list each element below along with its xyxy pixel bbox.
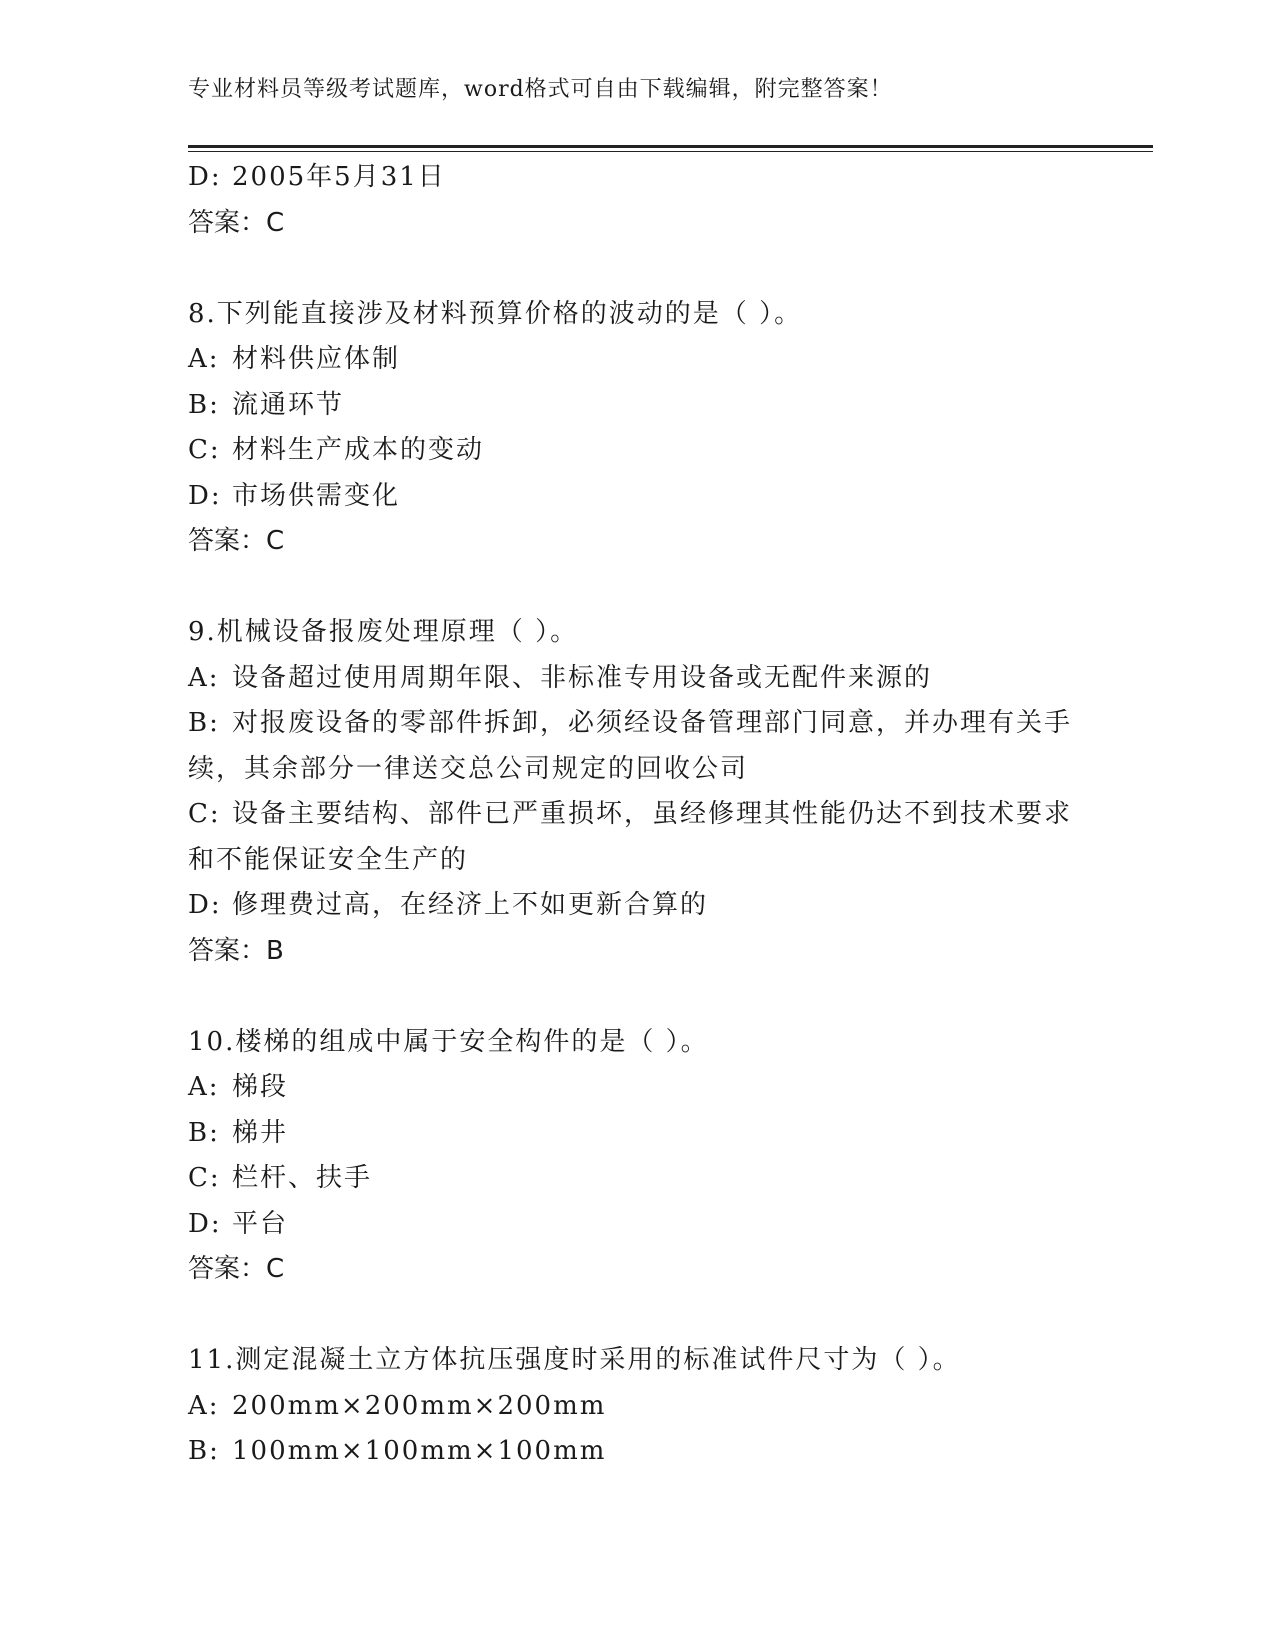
- option-b: [188, 383, 1088, 429]
- option-text: 平台: [232, 1208, 289, 1239]
- question-8: 8.下列能直接涉及材料预算价格的波动的是（ ）。: [188, 298, 803, 329]
- option-b: [188, 1429, 1088, 1475]
- option-b: [188, 701, 1088, 792]
- option-d: [188, 883, 1088, 929]
- option-text: 修理费过高，在经济上不如更新合算的: [232, 890, 709, 920]
- answer-line: 答案：C: [188, 526, 285, 556]
- option-label: A:: [188, 1390, 220, 1421]
- option-a: [188, 1065, 1088, 1111]
- option-text: 设备超过使用周期年限、非标准专用设备或无配件来源的: [232, 662, 933, 693]
- option-text: 材料生产成本的变动: [232, 435, 485, 465]
- answer-line: 答案：C: [188, 207, 285, 238]
- option-label: C:: [188, 1163, 221, 1193]
- option-label: B:: [188, 1436, 220, 1466]
- spacer: [188, 974, 1088, 1020]
- option-c: [188, 428, 1088, 474]
- option-label: A:: [188, 344, 220, 374]
- option-label: D:: [188, 480, 222, 511]
- option-label: B:: [188, 708, 220, 738]
- option-label: A:: [188, 662, 220, 693]
- option-text: 梯井: [232, 1117, 289, 1148]
- option-label: D:: [188, 890, 222, 920]
- spacer: [188, 565, 1088, 611]
- page-header: 专业材料员等级考试题库，word格式可自由下载编辑，附完整答案！: [188, 77, 893, 102]
- option-text: 流通环节: [232, 389, 345, 420]
- option-text: 市场供需变化: [232, 480, 401, 511]
- option-label: D:: [188, 1208, 222, 1239]
- option-label: B:: [188, 389, 220, 420]
- option-c: [188, 1156, 1088, 1202]
- document-body: [188, 155, 1088, 1475]
- option-text: 栏杆、扶手: [232, 1163, 373, 1193]
- question-9: 9.机械设备报废处理原理（ ）。: [188, 617, 579, 647]
- option-label: D:: [188, 162, 222, 192]
- spacer: [188, 246, 1088, 292]
- header-rule-thin: [188, 151, 1153, 152]
- option-d: [188, 155, 1088, 201]
- answer-line: 答案：C: [188, 1254, 285, 1284]
- option-label: C:: [188, 799, 221, 829]
- spacer: [188, 1293, 1088, 1339]
- answer-line: 答案：B: [188, 935, 284, 966]
- option-d: [188, 1202, 1088, 1248]
- option-c: [188, 792, 1088, 883]
- option-label: C:: [188, 435, 221, 465]
- option-text: 梯段: [232, 1072, 289, 1102]
- option-text: 200mm×200mm×200mm: [232, 1390, 607, 1421]
- option-a: [188, 656, 1088, 702]
- option-b: [188, 1111, 1088, 1157]
- option-text: 2005年5月31日: [232, 162, 446, 192]
- option-label: A:: [188, 1072, 220, 1102]
- header-rule-thick: [188, 145, 1153, 148]
- option-a: [188, 337, 1088, 383]
- question-11: 11.测定混凝土立方体抗压强度时采用的标准试件尺寸为（ ）。: [188, 1345, 961, 1375]
- option-text: 材料供应体制: [232, 344, 401, 374]
- option-a: [188, 1384, 1088, 1430]
- option-d: [188, 474, 1088, 520]
- option-text: 设备主要结构、部件已严重损坏，虽经修理其性能仍达不到技术要求和不能保证安全生产的: [188, 799, 1073, 875]
- option-label: B:: [188, 1117, 220, 1148]
- question-10: 10.楼梯的组成中属于安全构件的是（ ）。: [188, 1026, 709, 1057]
- option-text: 100mm×100mm×100mm: [232, 1436, 607, 1466]
- option-text: 对报废设备的零部件拆卸，必须经设备管理部门同意，并办理有关手续，其余部分一律送交总公司规定的回收公司: [188, 708, 1073, 784]
